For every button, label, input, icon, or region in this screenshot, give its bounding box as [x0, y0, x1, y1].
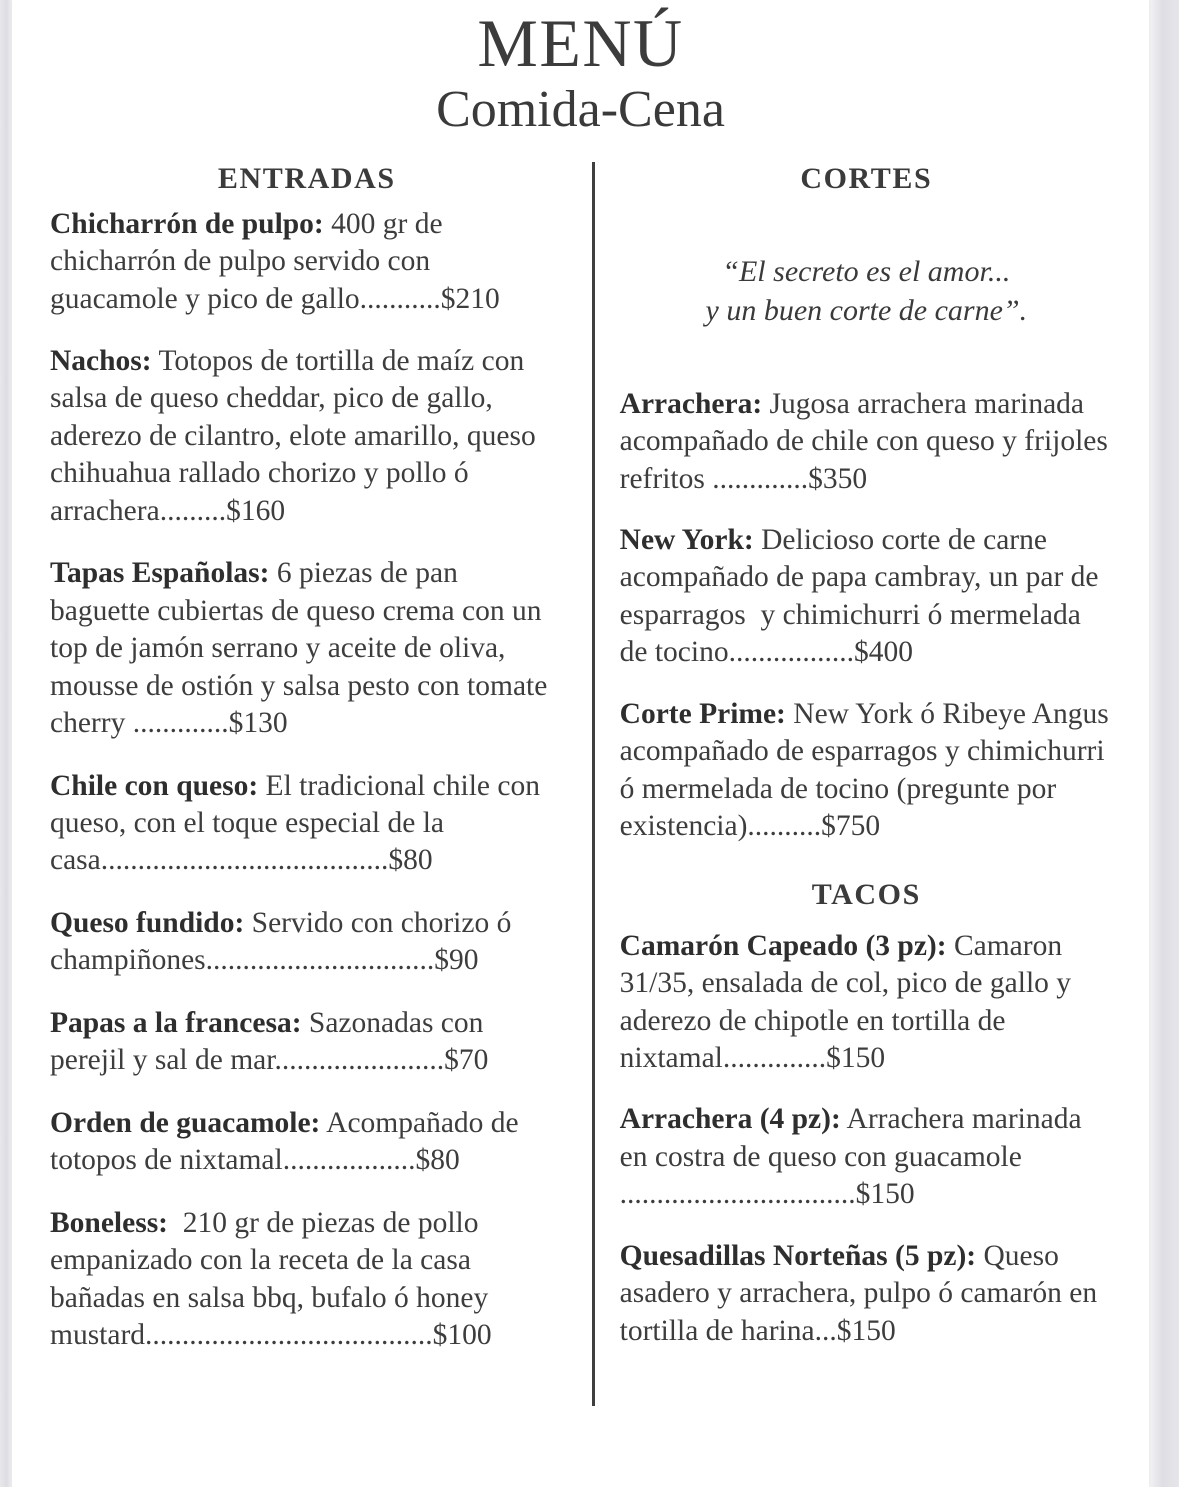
- menu-item: [620, 1101, 1113, 1213]
- menu-item-description: 6 piezas de pan baguette cubiertas de queso crema con un top de jamón serrano y aceite de oliva, mousse de ostión y salsa pesto con tomate cherry: [50, 557, 555, 740]
- menu-item-name: Queso fundido:: [50, 906, 245, 939]
- menu-item: [620, 1238, 1113, 1350]
- section-heading-cortes: CORTES: [800, 161, 933, 195]
- menu-item-price: $90: [434, 944, 479, 977]
- menu-item: [50, 1005, 564, 1080]
- menu-item-leader-dots: ...............................: [205, 944, 435, 977]
- page-edge-left: [0, 0, 12, 1487]
- menu-item-price: $150: [826, 1041, 886, 1074]
- menu-item-price: $210: [440, 282, 500, 315]
- cortes-quote-line-1: “El secreto es el amor...: [722, 254, 1011, 288]
- menu-item-description: Sazonadas con perejil y sal de mar: [50, 1006, 491, 1077]
- menu-item-leader-dots: ...: [814, 1314, 837, 1347]
- menu-item: [619, 386, 1116, 498]
- menu-item-leader-dots: .................: [728, 636, 854, 669]
- menu-item: [50, 768, 564, 880]
- menu-item-leader-dots: .......................: [274, 1044, 445, 1077]
- menu-item-description: Delicioso corte de carne acompañado de papa cambray, un par de esparragos y chimichurri ó mermelada de tocino: [619, 523, 1106, 669]
- menu-item: [620, 928, 1113, 1078]
- menu-item-name: Quesadillas Norteñas (5 pz):: [619, 1239, 977, 1272]
- page-edge-right: [1149, 0, 1179, 1487]
- menu-item-price: $350: [808, 462, 868, 495]
- menu-item-leader-dots: ..................: [282, 1144, 416, 1177]
- menu-item-description: New York ó Ribeye Angus acompañado de esparragos y chimichurri ó mermelada de tocino (pregunte por existencia): [619, 697, 1117, 843]
- menu-item-name: Arrachera:: [619, 387, 763, 420]
- entradas-item-list: [50, 206, 564, 1355]
- page-subtitle: Comida-Cena: [436, 81, 725, 139]
- menu-item-price: $150: [836, 1314, 896, 1347]
- menu-item-name: Nachos:: [50, 344, 152, 377]
- menu-columns: [12, 162, 1149, 1380]
- menu-item-name: Boneless:: [50, 1206, 168, 1239]
- tacos-item-list: [620, 928, 1113, 1351]
- menu-item: [50, 905, 564, 980]
- menu-item-leader-dots: .........: [159, 494, 227, 527]
- menu-item-description: 400 gr de chicharrón de pulpo servido con guacamole y pico de gallo: [50, 207, 450, 315]
- menu-item-leader-dots: .......................................: [145, 1318, 433, 1351]
- menu-item-description: Acompañado de totopos de nixtamal: [50, 1106, 527, 1177]
- column-divider: [592, 162, 595, 1406]
- cortes-item-list: [619, 386, 1117, 846]
- menu-item-name: Chile con queso:: [50, 769, 259, 802]
- menu-item-leader-dots: .......................................: [100, 844, 389, 877]
- menu-item-name: Corte Prime:: [619, 697, 786, 730]
- menu-item-price: $80: [388, 844, 433, 877]
- menu-item-price: $400: [853, 636, 913, 669]
- menu-item-description: 210 gr de piezas de pollo empanizado con la receta de la casa bañadas en salsa bbq, bufalo ó honey mustard: [50, 1206, 496, 1351]
- cortes-quote-line-2: y un buen corte de carne”.: [705, 293, 1028, 327]
- menu-item-description: El tradicional chile con queso, con el toque especial de la casa: [50, 769, 548, 877]
- menu-item-name: Camarón Capeado (3 pz):: [619, 929, 947, 962]
- menu-item-name: Papas a la francesa:: [50, 1006, 302, 1039]
- page-title: MENÚ: [477, 5, 684, 81]
- menu-item-description: Totopos de tortilla de maíz con salsa de queso cheddar, pico de gallo, aderezo de cilantro, elote amarillo, queso chihuahua rallado chorizo y pollo ó arrachera: [50, 344, 544, 527]
- menu-item-price: $80: [415, 1144, 460, 1177]
- menu-item-leader-dots: .............: [712, 462, 809, 495]
- menu-item-price: $130: [228, 707, 288, 740]
- menu-item: [620, 522, 1113, 672]
- menu-item-name: Arrachera (4 pz):: [619, 1103, 841, 1136]
- menu-item: [50, 206, 564, 318]
- menu-item-leader-dots: ................................: [619, 1178, 856, 1211]
- section-heading-entradas: ENTRADAS: [217, 161, 396, 195]
- menu-page: [12, 0, 1149, 1487]
- column-cortes-tacos: [578, 161, 1117, 1380]
- menu-item: [50, 1205, 564, 1355]
- menu-item-price: $750: [821, 810, 881, 843]
- menu-item: [619, 696, 1117, 846]
- section-heading-tacos: TACOS: [811, 877, 921, 911]
- cortes-quote: [620, 252, 1113, 330]
- menu-item-price: $150: [855, 1178, 915, 1211]
- column-entradas: [50, 162, 578, 1380]
- menu-item-description: Queso asadero y arrachera, pulpo ó camarón en tortilla de harina: [619, 1239, 1105, 1347]
- menu-item-description: Servido con chorizo ó champiñones: [50, 906, 519, 977]
- menu-item: [50, 343, 564, 530]
- menu-item: [50, 1105, 564, 1180]
- menu-item-name: Tapas Españolas:: [50, 557, 270, 590]
- menu-item-leader-dots: ..........: [747, 810, 822, 843]
- menu-item-price: $70: [444, 1044, 489, 1077]
- menu-item-description: Jugosa arrachera marinada acompañado de chile con queso y frijoles refritos: [619, 387, 1116, 495]
- menu-item-description: Arrachera marinada en costra de queso con guacamole: [619, 1103, 1089, 1173]
- menu-item: [50, 555, 564, 742]
- menu-item-leader-dots: ...........: [359, 282, 441, 315]
- menu-item-price: $160: [226, 494, 286, 527]
- menu-item-name: Orden de guacamole:: [50, 1106, 321, 1139]
- menu-item-description: Camaron 31/35, ensalada de col, pico de gallo y aderezo de chipotle en tortilla de nixtamal: [619, 929, 1079, 1074]
- menu-masthead: [12, 0, 1149, 140]
- menu-item-leader-dots: .............: [132, 707, 229, 740]
- menu-item-name: Chicharrón de pulpo:: [50, 207, 324, 240]
- menu-item-name: New York:: [619, 523, 754, 556]
- menu-item-leader-dots: ..............: [722, 1041, 827, 1074]
- menu-item-price: $100: [432, 1318, 492, 1351]
